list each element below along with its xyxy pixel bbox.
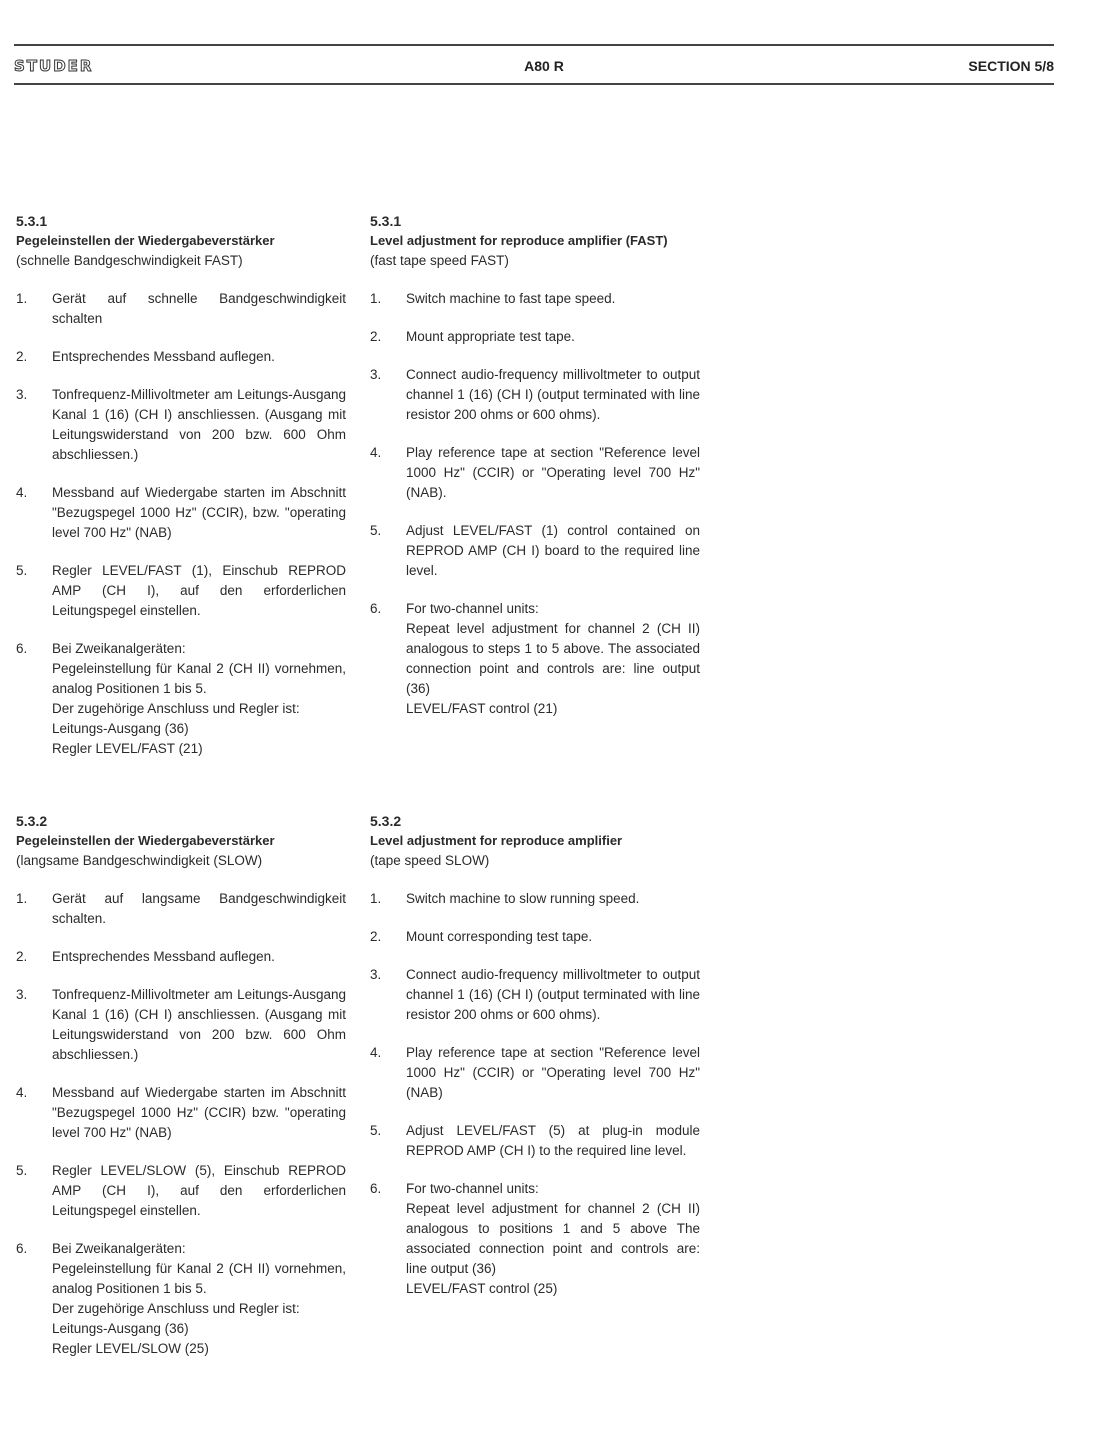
item-number: 2. bbox=[16, 949, 28, 964]
list-item bbox=[16, 985, 346, 1065]
item-text: Gerät auf langsame Bandgeschwindigkeit schalten. bbox=[52, 891, 346, 926]
list-item bbox=[16, 483, 346, 543]
item-number: 1. bbox=[370, 891, 382, 906]
item-number: 2. bbox=[370, 329, 382, 344]
item-text: Connect audio-frequency millivoltmeter to output channel 1 (16) (CH I) (output terminated with line resistor 200 ohms or 600 ohms). bbox=[406, 367, 700, 422]
item-line: LEVEL/FAST control (21) bbox=[406, 701, 558, 716]
item-text bbox=[406, 599, 700, 719]
section-subtitle: (tape speed SLOW) bbox=[370, 853, 490, 868]
step-list bbox=[370, 289, 700, 719]
item-number: 4. bbox=[370, 445, 382, 460]
list-item bbox=[370, 1121, 700, 1161]
section-title: Pegeleinstellen der Wiedergabeverstärker bbox=[16, 233, 275, 248]
list-item bbox=[16, 1083, 346, 1143]
item-text: Switch machine to slow running speed. bbox=[406, 891, 640, 906]
item-line: For two-channel units: bbox=[406, 1181, 539, 1196]
item-number: 6. bbox=[16, 641, 28, 656]
page-header bbox=[14, 57, 1054, 79]
item-number: 2. bbox=[370, 929, 382, 944]
item-text: Gerät auf schnelle Bandgeschwindigkeit schalten bbox=[52, 291, 346, 326]
item-text: Mount corresponding test tape. bbox=[406, 929, 593, 944]
section-subtitle: (langsame Bandgeschwindigkeit (SLOW) bbox=[16, 853, 263, 868]
item-line: LEVEL/FAST control (25) bbox=[406, 1281, 558, 1296]
step-list bbox=[370, 889, 700, 1299]
studer-logo: STUDER bbox=[14, 57, 94, 75]
section-title: Level adjustment for reproduce amplifier (FAST) bbox=[370, 233, 668, 248]
list-item bbox=[16, 289, 346, 329]
list-item bbox=[16, 1161, 346, 1221]
step-list bbox=[16, 289, 346, 759]
english-section-5-3-2 bbox=[370, 811, 700, 1299]
section-number: 5.3.1 bbox=[16, 213, 48, 229]
item-number: 3. bbox=[16, 387, 28, 402]
list-item bbox=[16, 1239, 346, 1359]
list-item bbox=[16, 639, 346, 759]
item-text: Play reference tape at section "Reference level 1000 Hz" (CCIR) or "Operating level 700 Hz" (NAB). bbox=[406, 445, 700, 500]
list-item bbox=[16, 561, 346, 621]
section-subtitle: (fast tape speed FAST) bbox=[370, 253, 509, 268]
item-text: Tonfrequenz-Millivoltmeter am Leitungs-Ausgang Kanal 1 (16) (CH I) anschliessen. (Ausgang mit Leitungswiderstand von 200 bzw. 600 Ohm abschliessen.) bbox=[52, 387, 346, 462]
item-number: 1. bbox=[16, 891, 28, 906]
item-number: 5. bbox=[16, 563, 28, 578]
item-line: Pegeleinstellung für Kanal 2 (CH II) vornehmen, analog Positionen 1 bis 5. bbox=[52, 661, 346, 696]
item-line: Bei Zweikanalgeräten: bbox=[52, 641, 186, 656]
list-item bbox=[370, 599, 700, 719]
item-text: Play reference tape at section "Reference level 1000 Hz" (CCIR) or "Operating level 700 Hz" (NAB) bbox=[406, 1045, 700, 1100]
item-text: Messband auf Wiedergabe starten im Abschnitt "Bezugspegel 1000 Hz" (CCIR), bzw. "operating level 700 Hz" (NAB) bbox=[52, 485, 346, 540]
model-label: A80 R bbox=[524, 58, 564, 74]
header-rule-top bbox=[14, 44, 1054, 46]
list-item bbox=[370, 1179, 700, 1299]
item-number: 1. bbox=[16, 291, 28, 306]
item-text: Entsprechendes Messband auflegen. bbox=[52, 349, 275, 364]
item-text bbox=[52, 1239, 346, 1359]
german-section-5-3-2 bbox=[16, 811, 346, 1359]
item-text bbox=[52, 639, 346, 759]
item-line: Repeat level adjustment for channel 2 (CH II) analogous to positions 1 and 5 above The associated connection point and controls are: line output (36) bbox=[406, 1201, 700, 1276]
item-line: Repeat level adjustment for channel 2 (CH II) analogous to steps 1 to 5 above. The associated connection point and controls are: line output (36) bbox=[406, 621, 700, 696]
item-number: 6. bbox=[370, 1181, 382, 1196]
section-subtitle: (schnelle Bandgeschwindigkeit FAST) bbox=[16, 253, 243, 268]
item-number: 4. bbox=[16, 485, 28, 500]
item-text: Mount appropriate test tape. bbox=[406, 329, 575, 344]
item-text: Adjust LEVEL/FAST (1) control contained on REPROD AMP (CH I) board to the required line level. bbox=[406, 523, 700, 578]
item-number: 5. bbox=[370, 523, 382, 538]
item-text: Messband auf Wiedergabe starten im Abschnitt "Bezugspegel 1000 Hz" (CCIR) bzw. "operating level 700 Hz" (NAB) bbox=[52, 1085, 346, 1140]
item-line: Leitungs-Ausgang (36) bbox=[52, 1321, 189, 1336]
list-item bbox=[370, 365, 700, 425]
item-text bbox=[406, 1179, 700, 1299]
list-item bbox=[370, 927, 700, 947]
item-number: 4. bbox=[370, 1045, 382, 1060]
item-number: 4. bbox=[16, 1085, 28, 1100]
list-item bbox=[16, 385, 346, 465]
section-number: 5.3.2 bbox=[370, 813, 402, 829]
item-text: Regler LEVEL/SLOW (5), Einschub REPROD AMP (CH I), auf den erforderlichen Leitungspegel einstellen. bbox=[52, 1163, 346, 1218]
list-item bbox=[370, 965, 700, 1025]
item-text: Regler LEVEL/FAST (1), Einschub REPROD AMP (CH I), auf den erforderlichen Leitungspegel einstellen. bbox=[52, 563, 346, 618]
item-line: For two-channel units: bbox=[406, 601, 539, 616]
list-item bbox=[16, 947, 346, 967]
list-item bbox=[370, 1043, 700, 1103]
section-number: 5.3.1 bbox=[370, 213, 402, 229]
section-title: Level adjustment for reproduce amplifier bbox=[370, 833, 623, 848]
item-line: Bei Zweikanalgeräten: bbox=[52, 1241, 186, 1256]
section-number: 5.3.2 bbox=[16, 813, 48, 829]
item-text: Tonfrequenz-Millivoltmeter am Leitungs-Ausgang Kanal 1 (16) (CH I) anschliessen. (Ausgang mit Leitungswiderstand von 200 bzw. 600 Ohm abschliessen.) bbox=[52, 987, 346, 1062]
item-line: Regler LEVEL/FAST (21) bbox=[52, 741, 203, 756]
list-item bbox=[370, 521, 700, 581]
section-title: Pegeleinstellen der Wiedergabeverstärker bbox=[16, 833, 275, 848]
item-number: 5. bbox=[370, 1123, 382, 1138]
item-line: Der zugehörige Anschluss und Regler ist: bbox=[52, 1301, 300, 1316]
section-label: SECTION 5/8 bbox=[968, 58, 1054, 74]
list-item bbox=[370, 443, 700, 503]
item-text: Switch machine to fast tape speed. bbox=[406, 291, 616, 306]
item-number: 1. bbox=[370, 291, 382, 306]
item-line: Pegeleinstellung für Kanal 2 (CH II) vornehmen, analog Positionen 1 bis 5. bbox=[52, 1261, 346, 1296]
item-number: 2. bbox=[16, 349, 28, 364]
item-number: 6. bbox=[370, 601, 382, 616]
list-item bbox=[16, 347, 346, 367]
german-section-5-3-1 bbox=[16, 211, 346, 759]
header-rule-bottom bbox=[14, 83, 1054, 85]
list-item bbox=[370, 327, 700, 347]
item-number: 3. bbox=[370, 367, 382, 382]
item-line: Der zugehörige Anschluss und Regler ist: bbox=[52, 701, 300, 716]
step-list bbox=[16, 889, 346, 1359]
item-text: Connect audio-frequency millivoltmeter to output channel 1 (16) (CH I) (output terminated with line resistor 200 ohms or 600 ohms). bbox=[406, 967, 700, 1022]
item-number: 3. bbox=[16, 987, 28, 1002]
item-number: 6. bbox=[16, 1241, 28, 1256]
item-line: Regler LEVEL/SLOW (25) bbox=[52, 1341, 209, 1356]
list-item bbox=[16, 889, 346, 929]
item-text: Entsprechendes Messband auflegen. bbox=[52, 949, 275, 964]
item-number: 5. bbox=[16, 1163, 28, 1178]
item-number: 3. bbox=[370, 967, 382, 982]
item-text: Adjust LEVEL/FAST (5) at plug-in module REPROD AMP (CH I) to the required line level. bbox=[406, 1123, 700, 1158]
english-section-5-3-1 bbox=[370, 211, 700, 719]
list-item bbox=[370, 889, 700, 909]
list-item bbox=[370, 289, 700, 309]
item-line: Leitungs-Ausgang (36) bbox=[52, 721, 189, 736]
